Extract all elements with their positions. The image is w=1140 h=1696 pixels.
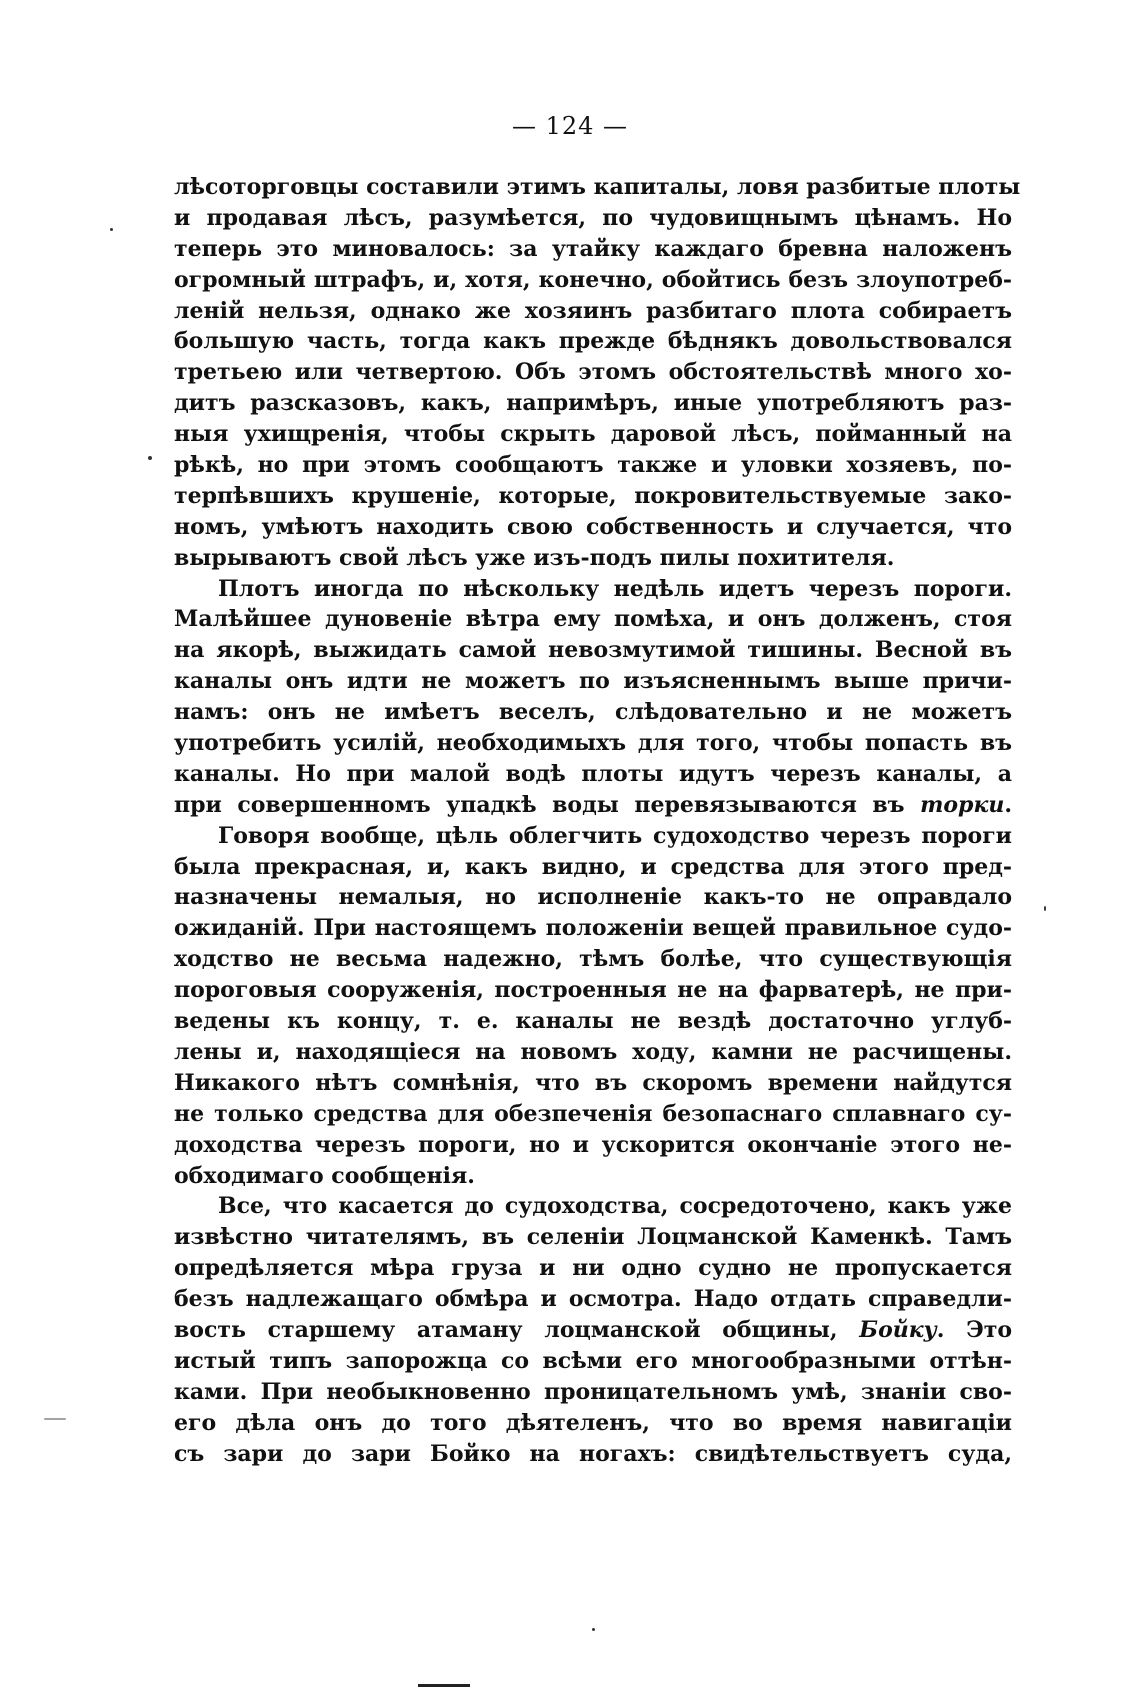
text-line: ходство не весьма надежно, тѣмъ болѣе, что существующія bbox=[174, 946, 1012, 973]
scan-speck bbox=[592, 1628, 595, 1631]
text-line: Плотъ иногда по нѣскольку недѣль идетъ черезъ пороги. bbox=[218, 575, 1012, 602]
text-line: не только средства для обезпеченія безопаснаго сплавнаго су- bbox=[174, 1100, 1012, 1127]
text-line: дитъ разсказовъ, какъ, напримѣръ, иные употребляютъ раз- bbox=[174, 390, 1012, 417]
text-line: третьею или четвертою. Объ этомъ обстоятельствѣ много хо- bbox=[174, 359, 1012, 386]
text-line: безъ надлежащаго обмѣра и осмотра. Надо отдать справедли- bbox=[174, 1286, 1012, 1313]
scan-speck bbox=[110, 228, 113, 231]
text-line bbox=[174, 1315, 1012, 1346]
body-text bbox=[174, 172, 1021, 1469]
paragraph-1 bbox=[174, 172, 1021, 574]
text-line: доходства черезъ пороги, но и ускорится окончаніе этого не- bbox=[174, 1131, 1012, 1158]
text-line: его дѣла онъ до того дѣятеленъ, что во время навигаціи bbox=[174, 1409, 1012, 1436]
text-line: ожиданій. При настоящемъ положеніи вещей правильное судо- bbox=[174, 915, 1012, 942]
text-line: Говоря вообще, цѣль облегчить судоходство черезъ пороги bbox=[218, 822, 1012, 849]
text-line: пороговыя сооруженія, построенныя не на фарватерѣ, не при- bbox=[174, 977, 1012, 1004]
text-line: рѣкѣ, но при этомъ сообщаютъ также и уловки хозяевъ, по- bbox=[174, 452, 1012, 479]
text-line: вырываютъ свой лѣсъ уже изъ-подъ пилы похитителя. bbox=[174, 544, 895, 571]
text-line: была прекрасная, и, какъ видно, и средства для этого пред- bbox=[174, 853, 1012, 880]
paragraph-2 bbox=[174, 574, 1012, 821]
text-line: намъ: онъ не имѣетъ веселъ, слѣдовательно и не можетъ bbox=[174, 699, 1012, 726]
text-line: Все, что касается до судоходства, сосредоточено, какъ уже bbox=[218, 1193, 1012, 1220]
italic-term: торки bbox=[920, 791, 1005, 818]
scan-speck bbox=[1044, 906, 1046, 911]
text-line: лѣсоторговцы составили этимъ капиталы, ловя разбитые плоты bbox=[174, 174, 1021, 200]
text-line: истый типъ запорожца со всѣми его многообразными оттѣн- bbox=[174, 1347, 1012, 1374]
text-line: лены и, находящіеся на новомъ ходу, камни не расчищены. bbox=[174, 1038, 1012, 1065]
text-line: каналы онъ идти не можетъ по изъясненнымъ выше причи- bbox=[174, 668, 1012, 695]
text-fragment: вость старшему атаману лоцманской общины, bbox=[174, 1316, 860, 1343]
text-line: употребить усилій, необходимыхъ для того, чтобы попасть въ bbox=[174, 730, 1012, 757]
text-line: съ зари до зари Бойко на ногахъ: свидѣтельствуетъ суда, bbox=[174, 1440, 1012, 1467]
text-line: обходимаго сообщенія. bbox=[174, 1162, 475, 1189]
paragraph-4 bbox=[174, 1191, 1012, 1469]
text-line: на якорѣ, выжидать самой невозмутимой тишины. Весной въ bbox=[174, 637, 1012, 664]
text-line: опредѣляется мѣра груза и ни одно судно не пропускается bbox=[174, 1255, 1012, 1282]
text-line: большую часть, тогда какъ прежде бѣднякъ довольствовался bbox=[174, 328, 1012, 355]
text-line: и продавая лѣсъ, разумѣется, по чудовищнымъ цѣнамъ. Но bbox=[174, 204, 1012, 231]
text-line: леній нельзя, однако же хозяинъ разбитаго плота собираетъ bbox=[174, 297, 1012, 324]
text-line: ками. При необыкновенно проницательномъ умѣ, знаніи сво- bbox=[174, 1378, 1012, 1405]
italic-name: Бойку bbox=[859, 1316, 937, 1343]
text-line: ныя ухищренія, чтобы скрыть даровой лѣсъ, пойманный на bbox=[174, 421, 1012, 448]
bottom-rule bbox=[418, 1684, 470, 1687]
paragraph-3 bbox=[174, 821, 1012, 1192]
text-fragment: при совершенномъ упадкѣ воды перевязываются въ bbox=[174, 791, 921, 818]
text-line: Малѣйшее дуновеніе вѣтра ему помѣха, и онъ долженъ, стоя bbox=[174, 606, 1012, 633]
text-line: номъ, умѣютъ находить свою собственность и случается, что bbox=[174, 513, 1012, 540]
text-fragment: . Это bbox=[936, 1316, 1013, 1343]
text-line: теперь это миновалось: за утайку каждаго бревна наложенъ bbox=[174, 235, 1012, 262]
scan-speck bbox=[148, 456, 152, 460]
text-line: ведены къ концу, т. е. каналы не вездѣ достаточно углуб- bbox=[174, 1008, 1012, 1035]
page-number: — 124 — bbox=[511, 112, 629, 140]
text-fragment: . bbox=[1004, 791, 1012, 818]
scan-speck bbox=[44, 1418, 66, 1420]
text-line: извѣстно читателямъ, въ селеніи Лоцманской Каменкѣ. Тамъ bbox=[174, 1224, 1012, 1251]
text-line: огромный штрафъ, и, хотя, конечно, обойтись безъ злоупотреб- bbox=[174, 266, 1012, 293]
text-line bbox=[174, 790, 1012, 821]
text-line: каналы. Но при малой водѣ плоты идутъ черезъ каналы, а bbox=[174, 760, 1012, 787]
text-line: терпѣвшихъ крушеніе, которые, покровительствуемые зако- bbox=[174, 482, 1012, 509]
text-line: назначены немалыя, но исполненіе какъ-то не оправдало bbox=[174, 884, 1012, 911]
text-line: Никакого нѣтъ сомнѣнія, что въ скоромъ времени найдутся bbox=[174, 1069, 1012, 1096]
